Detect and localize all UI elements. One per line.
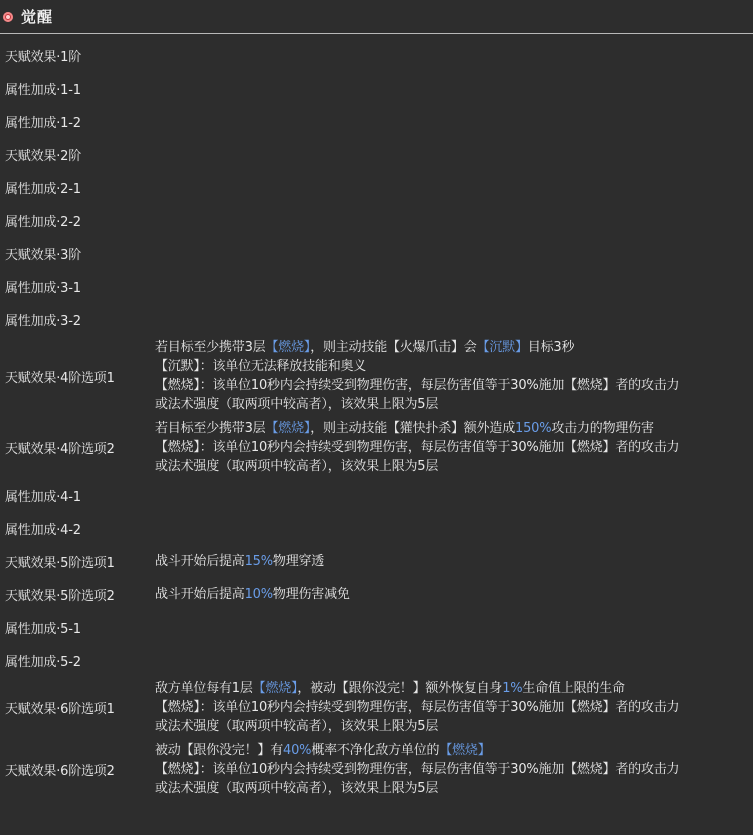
description-text: 【燃烧】：该单位10秒内会持续受到物理伤害，每层伤害值等于30%施加【燃烧】者的攻击力: [155, 700, 680, 715]
description-text: 生命值上限的生命: [522, 681, 625, 696]
talent-row-label: 天赋效果·5阶选项2: [5, 589, 115, 604]
description-line: [155, 419, 750, 438]
highlight-text: 15%: [244, 554, 273, 569]
talent-row-label: 天赋效果·2阶: [5, 149, 82, 164]
description-line: [155, 552, 750, 571]
talent-row-description: [155, 419, 750, 476]
description-text: 或法术强度（取两项中较高者），该效果上限为5层: [155, 719, 439, 734]
talent-row: [0, 303, 753, 336]
description-line: [155, 760, 750, 779]
talent-row-label: 属性加成·3-2: [5, 314, 81, 329]
description-text: 被动【跟你没完！】有: [155, 743, 284, 758]
description-line: [155, 741, 750, 760]
awaken-icon: [3, 12, 13, 22]
section-title: 觉醒: [21, 8, 54, 26]
talent-row-label: 属性加成·1-1: [5, 83, 81, 98]
highlight-text: 【燃烧】: [265, 340, 311, 355]
description-line: [155, 438, 750, 457]
highlight-text: 【沉默】: [476, 340, 528, 355]
description-text: ，则主动技能【火爆爪击】会: [310, 340, 477, 355]
talent-row-label: 天赋效果·1阶: [5, 50, 82, 65]
highlight-text: 【燃烧】: [252, 681, 298, 696]
talent-row-label: 属性加成·5-2: [5, 655, 81, 670]
talent-row: [0, 417, 753, 479]
talent-row: [0, 739, 753, 801]
description-text: 【燃烧】：该单位10秒内会持续受到物理伤害，每层伤害值等于30%施加【燃烧】者的攻击力: [155, 440, 680, 455]
talent-row-description: [155, 741, 750, 798]
description-text: 战斗开始后提高: [155, 554, 245, 569]
talent-row-label: 天赋效果·3阶: [5, 248, 82, 263]
description-line: [155, 357, 750, 376]
talent-row-label: 天赋效果·5阶选项1: [5, 556, 115, 571]
description-text: 物理伤害减免: [272, 587, 350, 602]
talent-row: [0, 578, 753, 611]
description-text: 或法术强度（取两项中较高者），该效果上限为5层: [155, 781, 439, 796]
highlight-text: 【燃烧】: [439, 743, 491, 758]
description-text: 若目标至少携带3层: [155, 340, 266, 355]
description-text: ，被动【跟你没完！】额外恢复自身: [297, 681, 503, 696]
description-line: [155, 585, 750, 604]
talent-row: [0, 512, 753, 545]
description-text: ，则主动技能【獾快扑杀】额外造成: [310, 421, 515, 436]
description-text: 【燃烧】：该单位10秒内会持续受到物理伤害，每层伤害值等于30%施加【燃烧】者的攻击力: [155, 762, 680, 777]
talent-row-label: 属性加成·1-2: [5, 116, 81, 131]
description-line: [155, 338, 750, 357]
description-line: [155, 779, 750, 798]
talent-row-label: 属性加成·3-1: [5, 281, 81, 296]
description-text: 概率不净化敌方单位的: [311, 743, 440, 758]
description-line: [155, 376, 750, 395]
talent-row-label: 天赋效果·4阶选项1: [5, 370, 115, 386]
talent-row: [0, 171, 753, 204]
talent-row-description: [155, 552, 750, 571]
description-text: 或法术强度（取两项中较高者），该效果上限为5层: [155, 397, 439, 412]
talent-row-label: 天赋效果·6阶选项1: [5, 702, 115, 717]
description-text: 目标3秒: [527, 340, 575, 355]
talent-row-description: [155, 585, 750, 604]
talent-row: [0, 611, 753, 644]
talent-row: [0, 545, 753, 578]
talent-row: [0, 204, 753, 237]
highlight-text: 150%: [515, 421, 552, 436]
description-line: [155, 698, 750, 717]
talent-row: [0, 72, 753, 105]
description-text: 或法术强度（取两项中较高者），该效果上限为5层: [155, 459, 439, 474]
description-text: 敌方单位每有1层: [155, 681, 253, 696]
talent-row-label: 天赋效果·6阶选项2: [5, 764, 115, 779]
talent-row-label: 属性加成·2-2: [5, 215, 81, 230]
talent-row-label: 属性加成·2-1: [5, 182, 81, 197]
description-line: [155, 717, 750, 736]
description-text: 【燃烧】：该单位10秒内会持续受到物理伤害，每层伤害值等于30%施加【燃烧】者的攻击力: [155, 378, 680, 393]
highlight-text: 10%: [244, 587, 273, 602]
talent-row: [0, 644, 753, 677]
description-text: 【沉默】：该单位无法释放技能和奥义: [155, 359, 367, 374]
description-text: 攻击力的物理伤害: [551, 421, 654, 436]
description-line: [155, 457, 750, 476]
highlight-text: 【燃烧】: [265, 421, 311, 436]
section-header: [0, 0, 753, 34]
talent-row-description: [155, 679, 750, 736]
talent-row: [0, 138, 753, 171]
description-text: 若目标至少携带3层: [155, 421, 266, 436]
talent-row: [0, 39, 753, 72]
highlight-text: 1%: [502, 681, 523, 696]
description-text: 物理穿透: [272, 554, 325, 569]
talent-row-label: 天赋效果·4阶选项2: [5, 442, 115, 457]
description-line: [155, 679, 750, 698]
talent-list: [0, 39, 753, 801]
description-text: 战斗开始后提高: [155, 587, 245, 602]
talent-row: [0, 270, 753, 303]
highlight-text: 40%: [283, 743, 312, 758]
talent-row-description: [155, 338, 750, 414]
talent-row: [0, 677, 753, 739]
talent-row-label: 属性加成·4-1: [5, 490, 81, 505]
talent-row-label: 属性加成·4-2: [5, 523, 81, 538]
talent-row-label: 属性加成·5-1: [5, 622, 81, 637]
talent-row: [0, 105, 753, 138]
talent-row: [0, 479, 753, 512]
talent-row: [0, 237, 753, 270]
talent-row: [0, 336, 753, 417]
description-line: [155, 395, 750, 414]
